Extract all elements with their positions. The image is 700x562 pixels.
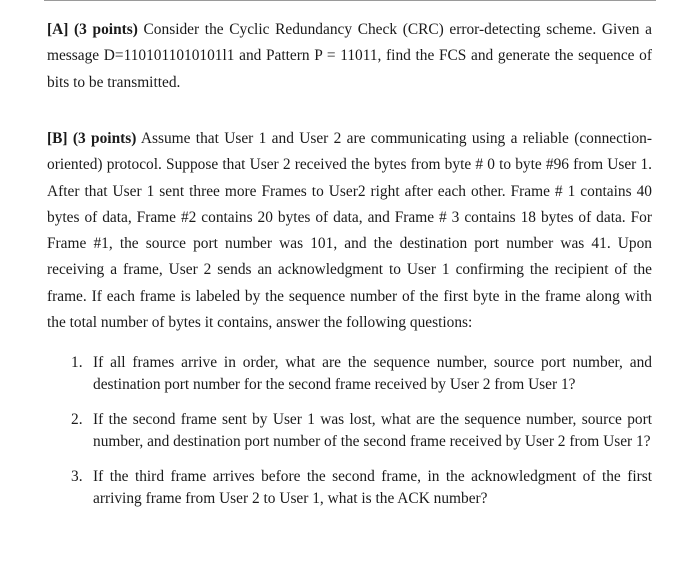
sub-question-1 bbox=[47, 352, 652, 396]
question-a-label: [A] bbox=[47, 21, 69, 38]
sub-question-text: If all frames arrive in order, what are the sequence number, source port number, and destination port number for the second frame received by User 2 from User 1? bbox=[93, 354, 652, 393]
sub-question-2 bbox=[47, 409, 652, 453]
question-a-points: (3 points) bbox=[74, 21, 138, 38]
sub-question-text: If the second frame sent by User 1 was lost, what are the sequence number, source port number, and destination port number of the second frame received by User 2 from User 1? bbox=[93, 411, 652, 450]
sub-question-number: 2. bbox=[71, 411, 83, 428]
sub-question-text: If the third frame arrives before the second frame, in the acknowledgment of the first arriving frame from User 2 to User 1, what is the ACK number? bbox=[93, 468, 652, 507]
question-b-points: (3 points) bbox=[72, 130, 137, 147]
question-a bbox=[47, 17, 652, 96]
top-divider bbox=[44, 0, 656, 1]
sub-question-list bbox=[47, 352, 652, 523]
question-b-text: Assume that User 1 and User 2 are communicating using a reliable (connection-oriented) protocol. Suppose that User 2 received the bytes from byte # 0 to byte #96 from User 1. After that User 1 sent three more Frames to User2 right after each other. Frame # 1 contains 40 bytes of data, Frame #2 contains 20 bytes of data, and Frame # 3 contains 18 bytes of data. For Frame #1, the source port number was 101, and the destination port number was 41. Upon receiving a frame, User 2 sends an acknowledgment to User 1 confirming the recipient of the frame. If each frame is labeled by the sequence number of the first byte in the frame along with the total number of bytes it contains, answer the following questions: bbox=[47, 130, 652, 332]
sub-question-3 bbox=[47, 466, 652, 510]
question-a-text: Consider the Cyclic Redundancy Check (CRC) error-detecting scheme. Given a message D=1101011010101l1 and Pattern P = 11011, find the FCS and generate the sequence of bits to be transmitted. bbox=[47, 21, 652, 91]
sub-question-number: 3. bbox=[71, 468, 83, 485]
sub-question-number: 1. bbox=[71, 354, 83, 371]
question-b-label: [B] bbox=[47, 130, 68, 147]
question-b bbox=[47, 126, 652, 336]
